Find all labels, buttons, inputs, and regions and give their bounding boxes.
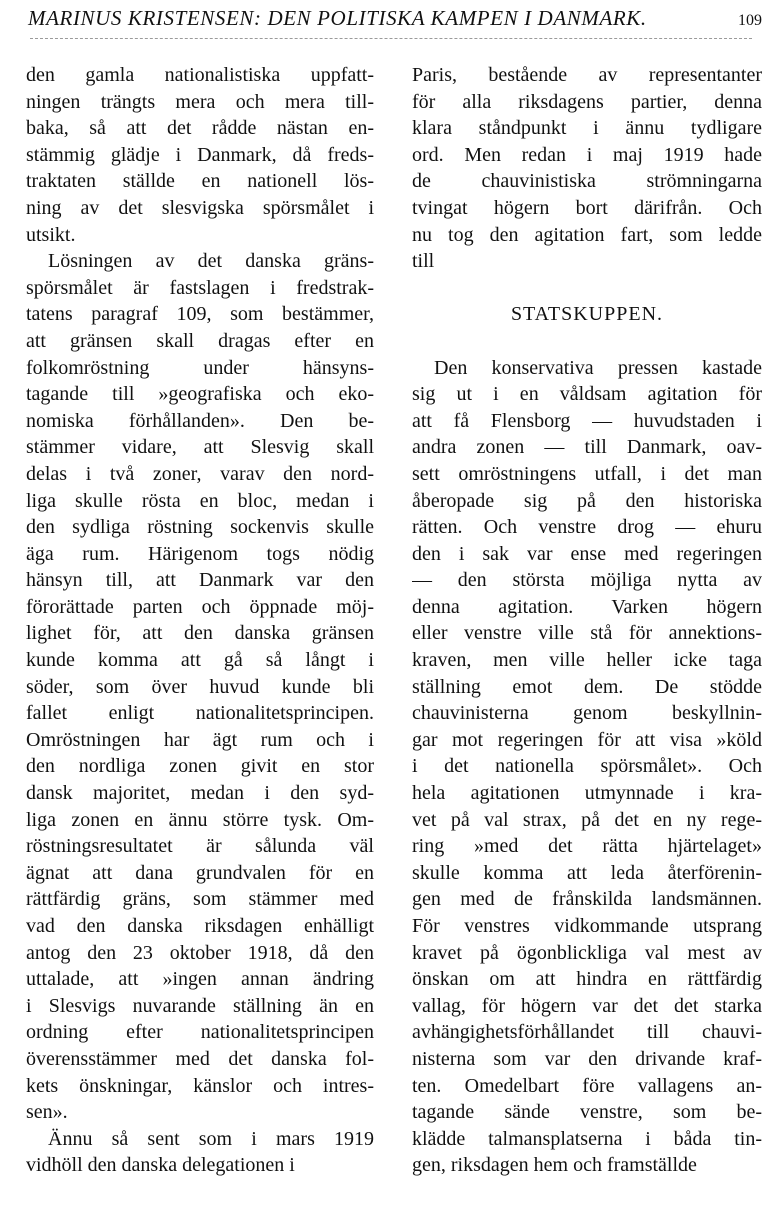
text-line: avhängighetsförhållandet till chauvi-	[412, 1021, 762, 1044]
text-line: hela agitationen utmynnade i kra-	[412, 782, 762, 805]
text-line: röstningsresultatet är sålunda väl	[26, 835, 374, 858]
text-line: utsikt.	[26, 223, 76, 246]
text-line: nomiska förhållanden». Den be-	[26, 409, 374, 432]
text-line: folkomröstning under hänsyns-	[26, 356, 374, 379]
text-line: tatens paragraf 109, som bestämmer,	[26, 303, 374, 326]
text-line: nu tog den agitation fart, som ledde	[412, 223, 762, 246]
text-line: spörsmålet är fastslagen i fredstrak-	[26, 276, 374, 299]
text-line: kets önskningar, känslor och intres-	[26, 1074, 374, 1097]
page-header	[28, 6, 768, 38]
text-line: stämmig glädje i Danmark, då freds-	[26, 143, 374, 166]
text-line: den i sak var ense med regeringen	[412, 542, 762, 565]
right-column-top	[412, 62, 762, 275]
text-line: vallag, för högern var det det starka	[412, 994, 762, 1017]
text-line: tagande till »geografiska och eko-	[26, 383, 374, 406]
text-line: kraven, men ville heller icke taga	[412, 649, 762, 672]
left-column	[26, 62, 374, 1179]
text-line: i Slesvigs nuvarande ställning än en	[26, 994, 374, 1017]
text-line: eller venstre ville stå för annektions-	[412, 622, 762, 645]
text-line: vidhöll den danska delegationen i	[26, 1154, 295, 1177]
text-line: klara ståndpunkt i ännu tydligare	[412, 117, 762, 140]
text-line: den sydliga röstning sockenvis skulle	[26, 516, 374, 539]
text-line: Ännu så sent som i mars 1919	[48, 1127, 374, 1150]
text-line: tagande sände venstre, som be-	[412, 1101, 762, 1124]
text-line: förorättade parten och öppnade möj-	[26, 595, 374, 618]
text-line: liga zonen en ännu större tysk. Om-	[26, 808, 374, 831]
text-line: äga rum. Härigenom togs nödig	[26, 542, 374, 565]
text-line: Omröstningen har ägt rum och i	[26, 728, 374, 751]
text-line: i det nationella spörsmålet». Och	[412, 755, 762, 778]
text-line: Lösningen av det danska gräns-	[48, 250, 374, 273]
text-line: att få Flensborg — huvudstaden i	[412, 409, 762, 432]
page-number: 109	[738, 12, 762, 29]
text-line: gar mot regeringen för att visa »köld	[412, 728, 762, 751]
right-column	[412, 62, 762, 1179]
running-title: MARINUS KRISTENSEN: DEN POLITISKA KAMPEN I DANMARK.	[28, 6, 647, 30]
text-line: lighet för, att den danska gränsen	[26, 622, 374, 645]
text-line: kravet på ögonblickliga val mest av	[412, 941, 762, 964]
text-line: sig ut i en våldsam agitation för	[412, 383, 762, 406]
text-line: ningen trängts mera och mera till-	[26, 90, 374, 113]
header-rule	[30, 38, 752, 39]
text-line: ordning efter nationalitetsprincipen	[26, 1021, 374, 1044]
text-line: rätten. Och venstre drog — ehuru	[412, 516, 762, 539]
text-line: sen».	[26, 1101, 68, 1124]
right-column-bottom	[412, 355, 762, 1179]
text-line: gen, riksdagen hem och framställde	[412, 1154, 697, 1177]
text-line: vad den danska riksdagen enhälligt	[26, 915, 374, 937]
text-line: traktaten ställde en nationell lös-	[26, 170, 374, 193]
text-line: ten. Omedelbart före vallagens an-	[412, 1074, 762, 1097]
text-line: denna agitation. Varken högern	[412, 595, 762, 618]
text-line: skulle komma att leda återförenin-	[412, 861, 762, 884]
text-line: söder, som över huvud kunde bli	[26, 675, 374, 698]
text-line: nisterna som var den drivande kraf-	[412, 1047, 762, 1070]
text-line: de chauvinistiska strömningarna	[412, 170, 762, 193]
section-heading: STATSKUPPEN.	[510, 303, 664, 326]
text-line: chauvinisterna genom beskyllnin-	[412, 702, 762, 725]
text-line: Den konservativa pressen kastade	[434, 356, 762, 379]
text-line: den nordliga zonen givit en stor	[26, 755, 374, 778]
text-line: hänsyn till, att Danmark var den	[26, 569, 374, 592]
text-line: ägnat att dana grundvalen för en	[26, 861, 374, 884]
text-line: åberopade sig på den historiska	[412, 489, 762, 512]
text-line: gen med de frånskilda landsmännen.	[412, 888, 762, 911]
spacer	[412, 328, 762, 355]
text-line: vet på val strax, på det en ny rege-	[412, 808, 762, 831]
text-line: ring »med det rätta hjärtelaget»	[412, 835, 762, 858]
spacer	[412, 275, 762, 302]
text-line: kunde komma att gå så långt i	[26, 649, 374, 672]
text-line: för alla riksdagens partier, denna	[412, 90, 762, 113]
text-line: fallet enligt nationalitetsprincipen.	[26, 702, 374, 725]
text-line: stämmer vidare, att Slesvig skall	[26, 436, 374, 459]
text-line: ning av det slesvigska spörsmålet i	[26, 196, 374, 219]
text-line: önskan om att hindra en rättfärdig	[412, 968, 762, 991]
text-line: andra zonen — till Danmark, oav-	[412, 436, 762, 459]
text-line: dansk majoritet, medan i den syd-	[26, 782, 374, 805]
text-line: Paris, bestående av representanter	[412, 64, 762, 86]
text-line: antog den 23 oktober 1918, då den	[26, 941, 374, 964]
text-line: liga skulle rösta en bloc, medan i	[26, 489, 374, 512]
text-line: rättfärdig gräns, som stämmer med	[26, 888, 374, 911]
text-line: sett omröstningens utfall, i det man	[412, 462, 762, 485]
text-line: uttalade, att »ingen annan ändring	[26, 968, 374, 991]
text-line: ord. Men redan i maj 1919 hade	[412, 143, 762, 166]
text-line: till	[412, 250, 435, 273]
text-line: — den största möjliga nytta av	[412, 569, 762, 592]
text-line: baka, så att det rådde nästan en-	[26, 117, 374, 140]
text-line: överensstämmer med det danska fol-	[26, 1047, 374, 1070]
text-line: delas i två zoner, varav den nord-	[26, 462, 374, 485]
text-line: ställning emot dem. De stödde	[412, 675, 762, 698]
text-line: tvingat högern bort därifrån. Och	[412, 196, 762, 219]
text-line: att gränsen skall dragas efter en	[26, 329, 374, 352]
text-line: klädde talmansplatserna i båda tin-	[412, 1127, 762, 1150]
text-line: den gamla nationalistiska uppfatt-	[26, 64, 374, 86]
text-line: För venstres vidkommande utsprang	[412, 915, 762, 937]
